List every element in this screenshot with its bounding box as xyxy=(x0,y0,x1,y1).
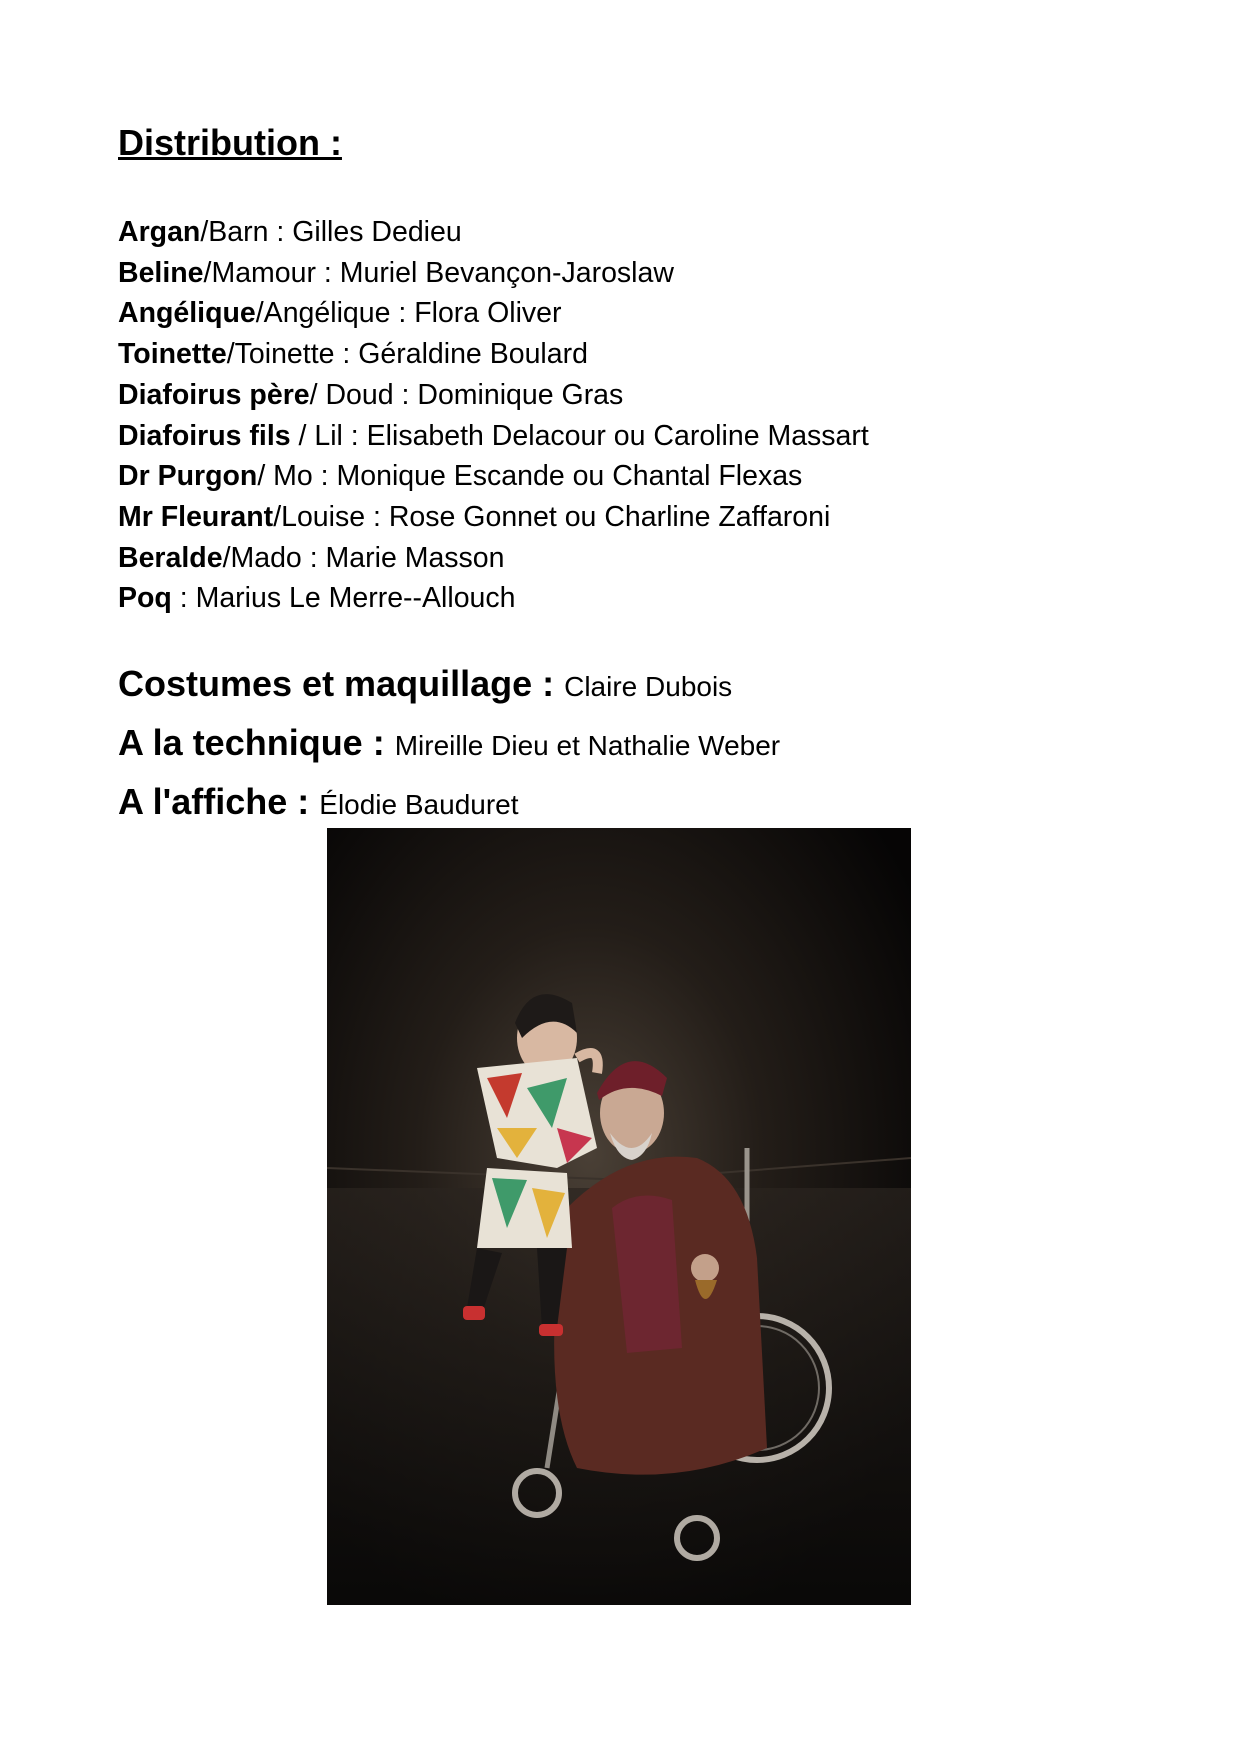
credit-value: Élodie Bauduret xyxy=(319,789,519,820)
credit-value: Claire Dubois xyxy=(564,671,733,702)
cast-list xyxy=(118,212,869,619)
cast-role: Argan xyxy=(118,216,201,248)
cast-item xyxy=(118,334,869,375)
cast-item xyxy=(118,375,869,416)
credits-list xyxy=(118,658,780,835)
cast-details: / Mo : Monique Escande ou Chantal Flexas xyxy=(257,460,803,493)
credit-label: A l'affiche : xyxy=(118,781,320,822)
credit-item xyxy=(118,776,780,835)
cast-role: Poq xyxy=(118,582,172,615)
cast-role: Angélique xyxy=(118,297,256,330)
cast-item xyxy=(118,212,869,253)
cast-role: Mr Fleurant xyxy=(118,500,274,533)
credit-label: A la technique : xyxy=(118,722,395,763)
cast-details: /Angélique : Flora Oliver xyxy=(255,297,562,330)
stage-photo xyxy=(327,828,911,1605)
cast-details: /Barn : Gilles Dedieu xyxy=(200,216,462,248)
cast-role: Diafoirus père xyxy=(118,378,310,411)
cast-details: /Toinette : Géraldine Boulard xyxy=(226,338,588,371)
cast-details: : Marius Le Merre--Allouch xyxy=(171,582,516,615)
cast-item xyxy=(118,456,869,497)
credit-item xyxy=(118,717,780,776)
cast-role: Toinette xyxy=(118,338,227,371)
cast-item xyxy=(118,293,869,334)
page-title: Distribution : xyxy=(118,122,342,163)
credit-value: Mireille Dieu et Nathalie Weber xyxy=(394,730,781,761)
cast-role: Diafoirus fils xyxy=(118,419,291,452)
cast-details: / Doud : Dominique Gras xyxy=(309,378,624,411)
credit-label: Costumes et maquillage : xyxy=(118,663,565,704)
cast-details: /Louise : Rose Gonnet ou Charline Zaffaroni xyxy=(273,500,831,533)
cast-role: Beralde xyxy=(118,541,223,574)
cast-item xyxy=(118,538,869,579)
cast-role: Dr Purgon xyxy=(118,460,258,493)
cast-item xyxy=(118,416,869,457)
cast-details: / Lil : Elisabeth Delacour ou Caroline Massart xyxy=(290,419,869,452)
cast-role: Beline xyxy=(118,256,204,289)
cast-details: /Mamour : Muriel Bevançon-Jaroslaw xyxy=(203,256,674,289)
cast-item xyxy=(118,497,869,538)
cast-item xyxy=(118,578,869,619)
cast-details: /Mado : Marie Masson xyxy=(222,541,505,574)
credit-item xyxy=(118,658,780,717)
cast-item xyxy=(118,253,869,294)
